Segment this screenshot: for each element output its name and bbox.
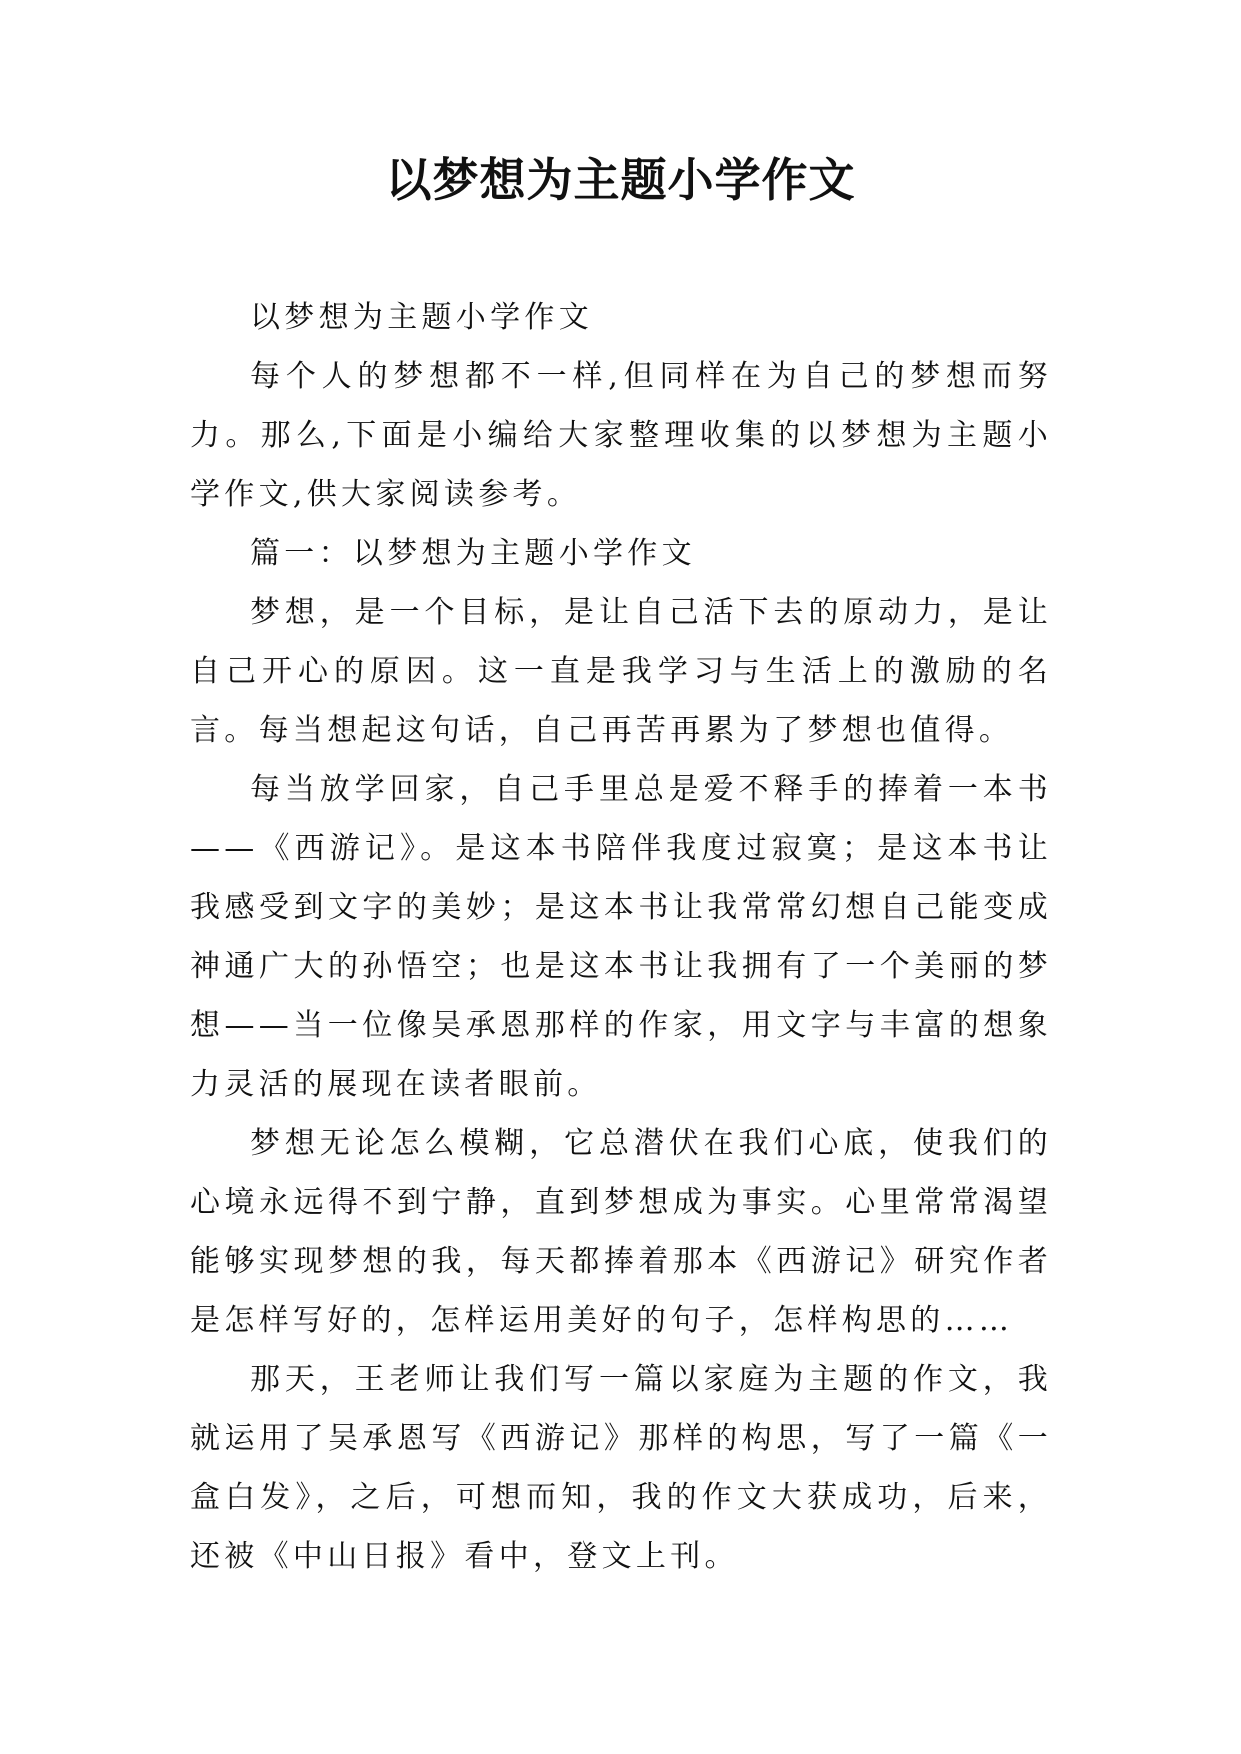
paragraph-section-heading: 篇一：以梦想为主题小学作文: [250, 536, 696, 571]
paragraph-body: 那天，王老师让我们写一篇以家庭为主题的作文，我就运用了吴承恩写《西游记》那样的构思，写了一篇《一盒白发》，之后，可想而知，我的作文大获成功，后来，还被《中山日报》看中，登文上刊。: [190, 1362, 1052, 1574]
paragraph-body: 梦想，是一个目标，是让自己活下去的原动力，是让自己开心的原因。这一直是我学习与生活上的激励的名言。每当想起这句话，自己再苦再累为了梦想也值得。: [190, 595, 1052, 748]
document-body: [190, 288, 1052, 1586]
paragraph-body: 每当放学回家，自己手里总是爱不释手的捧着一本书——《西游记》。是这本书陪伴我度过寂寞；是这本书让我感受到文字的美妙；是这本书让我常常幻想自己能变成神通广大的孙悟空；也是这本书让我拥有了一个美丽的梦想——当一位像吴承恩那样的作家，用文字与丰富的想象力灵活的展现在读者眼前。: [190, 772, 1052, 1102]
document-title: 以梦想为主题小学作文: [385, 153, 856, 207]
paragraph-body: 梦想无论怎么模糊，它总潜伏在我们心底，使我们的心境永远得不到宁静，直到梦想成为事实。心里常常渴望能够实现梦想的我，每天都捧着那本《西游记》研究作者是怎样写好的，怎样运用美好的句子，怎样构思的……: [190, 1126, 1052, 1338]
paragraph-subtitle: 以梦想为主题小学作文: [250, 300, 593, 335]
paragraph-intro: 每个人的梦想都不一样,但同样在为自己的梦想而努力。那么,下面是小编给大家整理收集的以梦想为主题小学作文,供大家阅读参考。: [190, 359, 1052, 512]
